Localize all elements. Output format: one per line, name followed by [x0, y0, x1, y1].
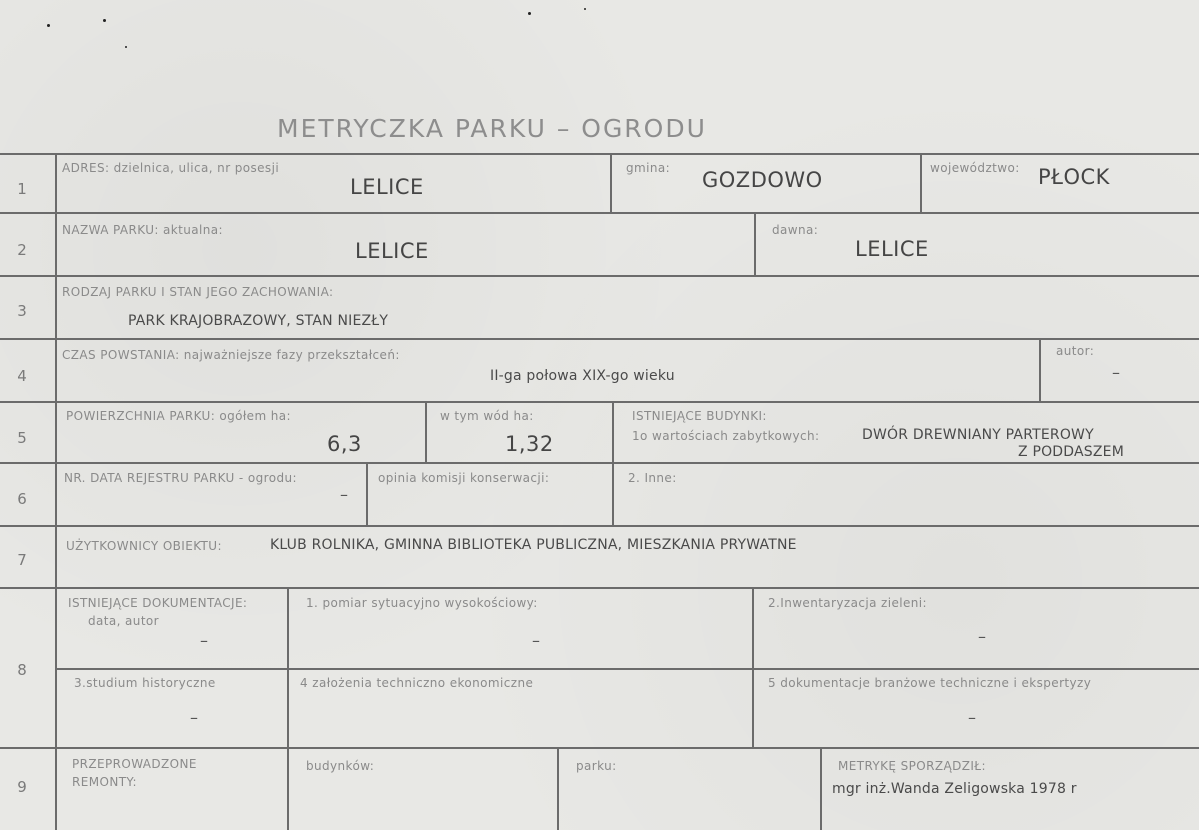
gmina-value: GOZDOWO [702, 168, 823, 192]
survey-value: – [532, 631, 540, 650]
technical-economic-label: 4 założenia techniczno ekonomiczne [300, 676, 534, 690]
area-label: POWIERZCHNIA PARKU: ogółem ha: [66, 409, 291, 423]
author-label: autor: [1056, 344, 1095, 358]
documentation-label: ISTNIEJĄCE DOKUMENTACJE: [68, 596, 248, 610]
creation-time-label: CZAS POWSTANIA: najważniejsze fazy przekształceń: [62, 348, 400, 362]
row-divider [0, 153, 1199, 155]
repairs-label: PRZEPROWADZONE REMONTY: [72, 757, 197, 789]
registry-label: NR. DATA REJESTRU PARKU - ogrodu: [64, 471, 297, 485]
row-number: 6 [17, 490, 27, 508]
survey-label: 1. pomiar sytuacyjno wysokościowy: [306, 596, 538, 610]
row-divider [0, 401, 1199, 403]
opinion-label: opinia komisji konserwacji: [378, 471, 550, 485]
cell-divider [425, 401, 427, 462]
buildings-sublabel: 1o wartościach zabytkowych: [632, 429, 820, 443]
row-divider [0, 338, 1199, 340]
row-number: 5 [17, 429, 27, 447]
branch-documentation-value: – [968, 708, 976, 727]
address-value: LELICE [350, 175, 424, 199]
document-title: METRYCZKA PARKU – OGRODU [277, 114, 707, 143]
cell-divider [610, 153, 612, 212]
users-label: UŻYTKOWNICY OBIEKTU: [66, 539, 222, 553]
prepared-by-value: mgr inż.Wanda Zeligowska 1978 r [832, 781, 1077, 797]
park-name-value: LELICE [355, 239, 429, 263]
row-number: 7 [17, 551, 27, 569]
greenery-inventory-label: 2.Inwentaryzacja zieleni: [768, 596, 927, 610]
area-value: 6,3 [327, 432, 362, 456]
gmina-label: gmina: [626, 161, 671, 175]
scan-speck [47, 24, 50, 27]
users-value: KLUB ROLNIKA, GMINNA BIBLIOTEKA PUBLICZNA, MIESZKANIA PRYWATNE [270, 537, 797, 553]
buildings-value-line1: DWÓR DREWNIANY PARTEROWY [862, 427, 1094, 443]
scan-speck [125, 46, 127, 48]
row-number: 3 [17, 302, 27, 320]
author-value: – [1112, 363, 1120, 382]
row-divider [57, 668, 1199, 670]
cell-divider [752, 587, 754, 747]
scan-speck [584, 8, 586, 10]
cell-divider [366, 462, 368, 525]
number-column-divider [55, 153, 57, 830]
buildings-value-line2: Z PODDASZEM [1018, 444, 1124, 460]
repairs-buildings-label: budynków: [306, 759, 375, 773]
row-divider [0, 212, 1199, 214]
row-divider [0, 525, 1199, 527]
park-name-label: NAZWA PARKU: aktualna: [62, 223, 223, 237]
row-divider [0, 462, 1199, 464]
row-divider [0, 275, 1199, 277]
documentation-value: – [200, 631, 208, 650]
cell-divider [612, 401, 614, 525]
scan-speck [103, 19, 106, 22]
registry-value: – [340, 485, 348, 504]
scan-speck [528, 12, 531, 15]
row-divider [0, 587, 1199, 589]
prepared-by-label: METRYKĘ SPORZĄDZIŁ: [838, 759, 986, 773]
creation-time-value: II-ga połowa XIX-go wieku [490, 368, 675, 384]
other-buildings-label: 2. Inne: [628, 471, 677, 485]
repairs-park-label: parku: [576, 759, 617, 773]
historical-study-label: 3.studium historyczne [74, 676, 216, 690]
buildings-label: ISTNIEJĄCE BUDYNKI: [632, 409, 767, 423]
cell-divider [754, 212, 756, 275]
cell-divider [287, 587, 289, 747]
cell-divider [557, 747, 559, 830]
cell-divider [287, 747, 289, 830]
row-number: 4 [17, 367, 27, 385]
cell-divider [1039, 338, 1041, 401]
row-number: 9 [17, 778, 27, 796]
row-number: 2 [17, 241, 27, 259]
park-record-form [0, 153, 1199, 830]
branch-documentation-label: 5 dokumentacje branżowe techniczne i ekspertyzy [768, 676, 1092, 690]
row-number: 8 [17, 661, 27, 679]
address-label: ADRES: dzielnica, ulica, nr posesji [62, 161, 280, 175]
cell-divider [920, 153, 922, 212]
wojewodztwo-value: PŁOCK [1038, 165, 1110, 189]
water-label: w tym wód ha: [440, 409, 534, 423]
park-type-label: RODZAJ PARKU I STAN JEGO ZACHOWANIA: [62, 285, 334, 299]
wojewodztwo-label: województwo: [930, 161, 1020, 175]
historical-study-value: – [190, 708, 198, 727]
water-value: 1,32 [505, 432, 554, 456]
row-number: 1 [17, 180, 27, 198]
park-type-value: PARK KRAJOBRAZOWY, STAN NIEZŁY [128, 313, 389, 329]
former-name-label: dawna: [772, 223, 819, 237]
greenery-inventory-value: – [978, 627, 986, 646]
former-name-value: LELICE [855, 237, 929, 261]
row-divider [0, 747, 1199, 749]
cell-divider [820, 747, 822, 830]
documentation-sublabel: data, autor [88, 614, 159, 628]
